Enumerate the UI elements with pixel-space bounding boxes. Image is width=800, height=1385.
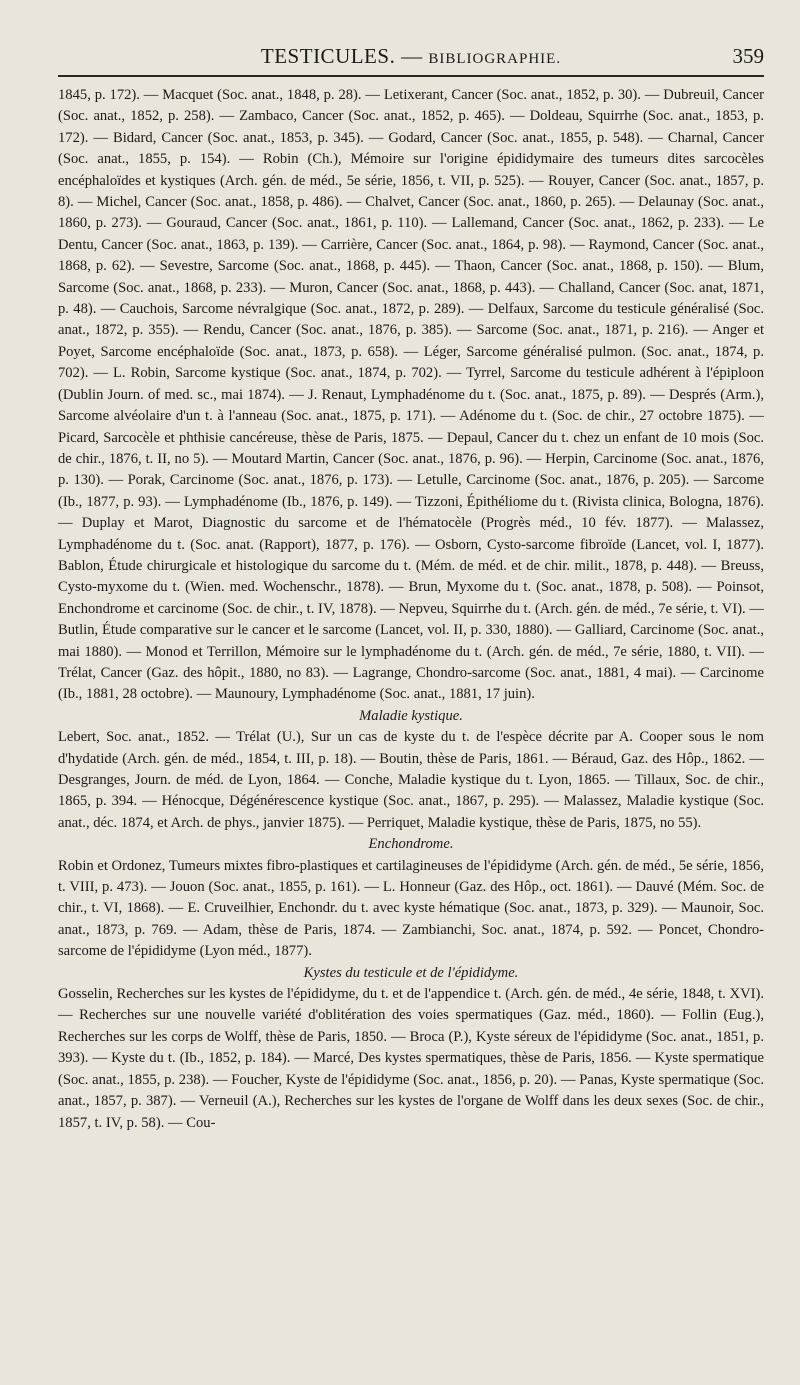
paragraph-enchondrome: Robin et Ordonez, Tumeurs mixtes fibro-plastiques et cartilagineuses de l'épididyme (Arch. gén. de méd., 5e série, 1856, t. VIII, p. 473). — Jouon (Soc. anat., 1855, p. 161). — L. Honneur (Gaz. des Hôp., oct. 1861). — Dauvé (Mém. Soc. de chir., t. VI, 1868). — E. Cruveilhier, Enchondr. du t. avec kyste hématique (Soc. anat., 1873, p. 329). — Maunoir, Soc. anat., 1873, p. 769. — Adam, thèse de Paris, 1874. — Zambianchi, Soc. anat., 1874, p. 592. — Poncet, Chondro-sarcome de l'épididyme (Lyon méd., 1877).: [58, 857, 764, 960]
bibliography-body: [58, 85, 764, 1134]
page-header: [58, 44, 764, 77]
header-dash: —: [401, 44, 423, 68]
paragraph-maladie-kystique: Lebert, Soc. anat., 1852. — Trélat (U.), Sur un cas de kyste du t. de l'espèce décrite par A. Cooper sous le nom d'hydatide (Arch. gén. de méd., 1854, t. III, p. 18). — Boutin, thèse de Paris, 1861. — Béraud, Gaz. des Hôp., 1862. — Desgranges, Journ. de méd. de Lyon, 1864. — Conche, Maladie kystique du t. Lyon, 1865. — Tillaux, Soc. de chir., 1865, p. 394. — Hénocque, Dégénérescence kystique (Soc. anat., 1867, p. 295). — Malassez, Maladie kystique (Soc. anat., déc. 1874, et Arch. de phys., janvier 1875). — Perriquet, Maladie kystique, thèse de Paris, 1875, no 55).: [58, 729, 764, 831]
header-title: TESTICULES.: [260, 44, 396, 68]
header-subtitle: BIBLIOGRAPHIE.: [428, 51, 562, 67]
running-title: [98, 44, 724, 69]
paragraph-cancer-refs: 1845, p. 172). — Macquet (Soc. anat., 1848, p. 28). — Letixerant, Cancer (Soc. anat., 1852, p. 30). — Dubreuil, Cancer (Soc. anat., 1852, p. 258). — Zambaco, Cancer (Soc. anat., 1852, p. 465). — Doldeau, Squirrhe (Soc. anat., 1853, p. 172). — Bidard, Cancer (Soc. anat., 1853, p. 345). — Godard, Cancer (Soc. anat., 1855, p. 548). — Charnal, Cancer (Soc. anat., 1855, p. 154). — Robin (Ch.), Mémoire sur l'origine épididymaire des tumeurs dites sarcocèles encéphaloïdes et kystiques (Arch. gén. de méd., 5e série, 1856, t. VII, p. 525). — Rouyer, Cancer (Soc. anat., 1857, p. 8). — Michel, Cancer (Soc. anat., 1858, p. 486). — Chalvet, Cancer (Soc. anat., 1860, p. 265). — Delaunay (Soc. anat., 1860, p. 273). — Gouraud, Cancer (Soc. anat., 1861, p. 110). — Lallemand, Cancer (Soc. anat., 1862, p. 233). — Le Dentu, Cancer (Soc. anat., 1863, p. 139). — Carrière, Cancer (Soc. anat., 1864, p. 98). — Raymond, Cancer (Soc. anat., 1868, p. 62). — Sevestre, Sarcome (Soc. anat., 1868, p. 445). — Thaon, Cancer (Soc. anat., 1868, p. 150). — Blum, Sarcome (Soc. anat., 1868, p. 233). — Muron, Cancer (Soc. anat., 1868, p. 443). — Challand, Cancer (Soc. anat, 1871, p. 48). — Cauchois, Sarcome névralgique (Soc. anat., 1872, p. 289). — Delfaux, Sarcome du testicule généralisé (Soc. anat., 1872, p. 355). — Rendu, Cancer (Soc. anat., 1876, p. 385). — Sarcome (Soc. anat., 1871, p. 216). — Anger et Poyet, Sarcome encéphaloïde (Soc. anat., 1873, p. 658). — Léger, Sarcome généralisé pulmon. (Soc. anat., 1874, p. 702). — L. Robin, Sarcome kystique (Soc. anat., 1874, p. 702). — Tyrrel, Sarcome du testicule adhérent à l'épiploon (Dublin Journ. of med. sc., mai 1874). — J. Renaut, Lymphadénome du t. (Soc. anat., 1875, p. 89). — Després (Arm.), Sarcome alvéolaire d'un t. à l'anneau (Soc. anat., 1875, p. 171). — Adénome du t. (Soc. de chir., 27 octobre 1875). — Picard, Sarcocèle et phthisie cancéreuse, thèse de Paris, 1875. — Depaul, Cancer du t. chez un enfant de 10 mois (Soc. de chir., 1876, t. II, no 5). — Moutard Martin, Cancer (Soc. anat., 1876, p. 96). — Herpin, Carcinome (Soc. anat., 1876, p. 130). — Porak, Carcinome (Soc. anat., 1876, p. 173). — Letulle, Carcinome (Soc. anat., 1876, p. 205). — Sarcome (Ib., 1877, p. 93). — Lymphadénome (Ib., 1876, p. 149). — Tizzoni, Épithéliome du t. (Rivista clinica, Bologna, 1876). — Duplay et Marot, Diagnostic du sarcome et de l'hématocèle (Progrès méd., 10 fév. 1877). — Malassez, Lymphadénome du t. (Soc. anat. (Rapport), 1877, p. 176). — Osborn, Cysto-sarcome fibroïde (Lancet, vol. I, 1877). Bablon, Étude chirurgicale et histologique du sarcome du t. (Mém. de méd. et de chir. milit., 1878, p. 448). — Breuss, Cysto-myxome du t. (Wien. med. Wochenschr., 1878). — Brun, Myxome du t. (Soc. anat., 1878, p. 508). — Poinsot, Enchondrome et carcinome (Soc. de chir., t. IV, 1878). — Nepveu, Squirrhe du t. (Arch. gén. de méd., 7e série, t. VI). — Butlin, Étude comparative sur le cancer et le sarcome (Lancet, vol. II, p. 330, 1880). — Galliard, Carcinome (Soc. anat., mai 1880). — Monod et Terrillon, Mémoire sur le lymphadénome du t. (Arch. gén. de méd., 7e série, 1880, t. VII). — Trélat, Cancer (Gaz. des hôpit., 1880, no 83). — Lagrange, Chondro-sarcome (Soc. anat., 1881, 4 mai). — Carcinome (Ib., 1881, 28 octobre). — Maunoury, Lymphadénome (Soc. anat., 1881, 17 juin).: [58, 87, 764, 703]
section-heading-kystes: Kystes du testicule et de l'épididyme.: [303, 964, 519, 981]
paragraph-kystes: Gosselin, Recherches sur les kystes de l'épididyme, du t. et de l'appendice t. (Arch. gén. de méd., 4e série, 1848, t. XVI). — Recherches sur une nouvelle variété d'oblitération des voies spermatiques (Gaz. méd., 1860). — Follin (Eug.), Recherches sur les corps de Wolff, thèse de Paris, 1850. — Broca (P.), Kyste séreux de l'épididyme (Soc. anat., 1851, p. 393). — Kyste du t. (Ib., 1852, p. 184). — Marcé, Des kystes spermatiques, thèse de Paris, 1856. — Kyste spermatique (Soc. anat., 1855, p. 238). — Foucher, Kyste de l'épididyme (Soc. anat., 1856, p. 20). — Panas, Kyste spermatique (Soc. anat., 1857, p. 387). — Verneuil (A.), Recherches sur les kystes de l'organe de Wolff dans les deux sexes (Soc. de chir., 1857, t. IV, p. 58). — Cou-: [58, 986, 764, 1131]
page-number: 359: [732, 44, 764, 68]
section-heading-enchondrome: Enchondrome.: [368, 836, 454, 853]
section-heading-maladie-kystique: Maladie kystique.: [359, 707, 463, 724]
